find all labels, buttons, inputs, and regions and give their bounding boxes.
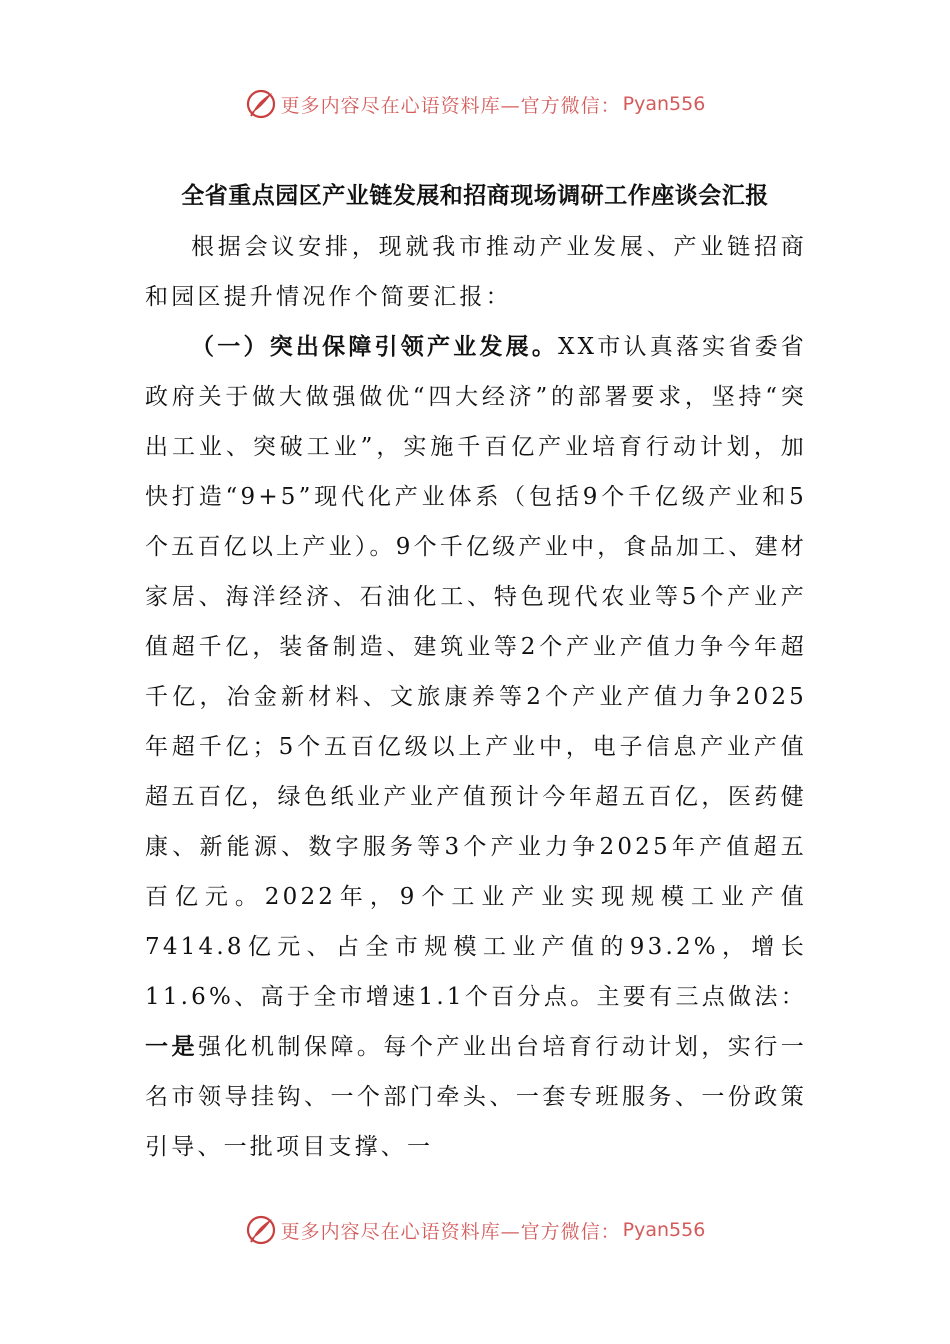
watermark-wechat-id: Pyan556 [622,1219,706,1241]
document-title: 全省重点园区产业链发展和招商现场调研工作座谈会汇报 [181,182,769,209]
section-1-paragraph [145,322,807,1172]
section-1-body-a: XX市认真落实省委省政府关于做大做强做优“四大经济”的部署要求，坚持“突出工业、突破工业”，实施千百亿产业培育行动计划，加快打造“9+5”现代化产业体系（包括9个千亿级产业和5个五百亿以上产业）。9个千亿级产业中，食品加工、建材家居、海洋经济、石油化工、特色现代农业等5个产业产值超千亿，装备制造、建筑业等2个产业产值力争今年超千亿，冶金新材料、文旅康养等2个产业产值力争2025年超千亿；5个五百亿级以上产业中，电子信息产业产值超五百亿，绿色纸业产业产值预计今年超五百亿，医药健康、新能源、数字服务等3个产业力争2025年产值超五百亿元。2022年，9个工业产业实现规模工业产值7414.8亿元、占全市规模工业产值的93.2%，增长11.6%、高于全市增速1.1个百分点。主要有三点做法： [145,334,808,1010]
footer-watermark [0,1210,950,1250]
intro-paragraph: 根据会议安排，现就我市推动产业发展、产业链招商和园区提升情况作个简要汇报： [145,234,807,310]
section-1-body-b: 强化机制保障。每个产业出台培育行动计划，实行一名市领导挂钩、一个部门牵头、一套专班服务、一份政策引导、一批项目支撑、一 [145,1034,807,1160]
quill-logo-icon [245,1214,277,1246]
watermark-text: 更多内容尽在心语资料库—官方微信： [280,1220,621,1243]
quill-logo-icon [245,88,277,120]
section-1-heading: （一）突出保障引领产业发展。 [191,333,559,360]
watermark-text: 更多内容尽在心语资料库—官方微信： [280,94,621,117]
document-body [145,222,807,1172]
section-1-lead: 一是 [145,1033,198,1060]
header-watermark [0,84,950,124]
watermark-wechat-id: Pyan556 [622,93,706,115]
